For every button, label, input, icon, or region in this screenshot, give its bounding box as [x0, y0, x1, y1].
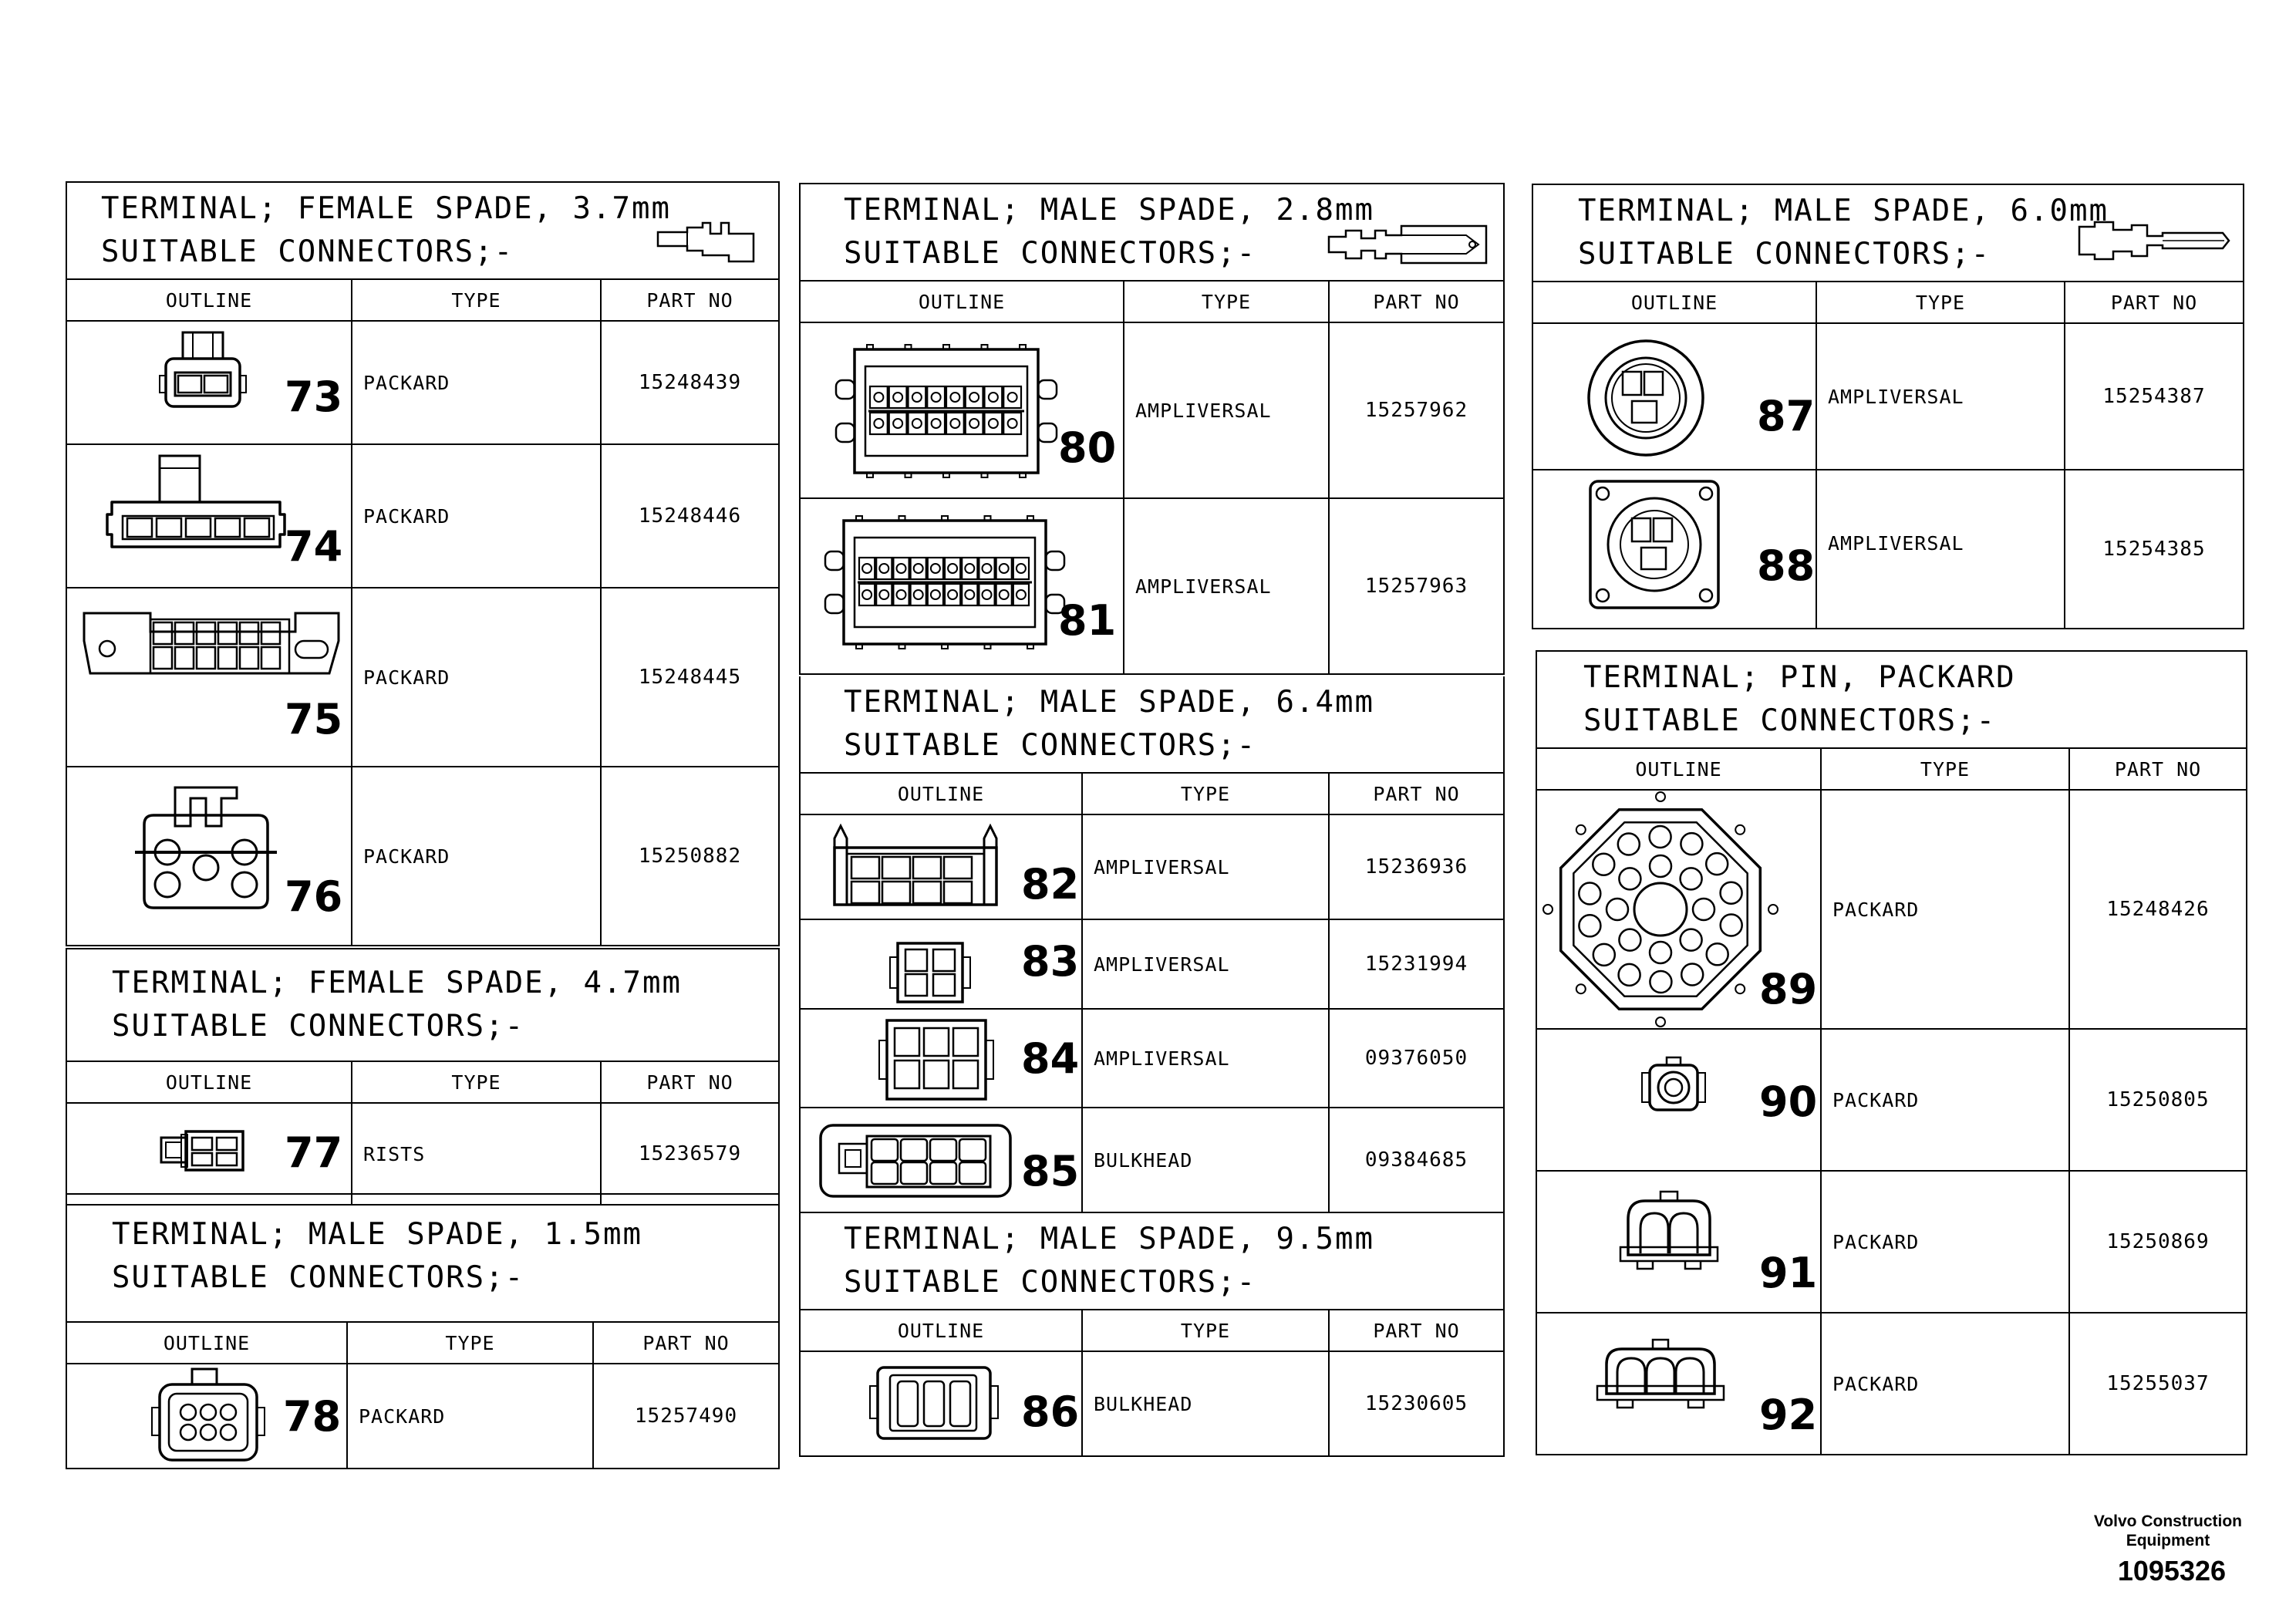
- col-header-part-no: PART NO: [601, 1061, 779, 1103]
- connector-number: 83: [1021, 937, 1080, 986]
- table-row: [800, 498, 1504, 674]
- connector-number: 86: [1021, 1388, 1080, 1436]
- section-title: TERMINAL; MALE SPADE, 6.4mm: [844, 685, 1374, 720]
- section-subtitle: SUITABLE CONNECTORS;-: [101, 234, 514, 269]
- section-title: TERMINAL; MALE SPADE, 1.5mm: [112, 1217, 642, 1252]
- drawing-number: 1095326: [2117, 1555, 2227, 1587]
- col-header-outline: OUTLINE: [1536, 748, 1821, 790]
- connector-number: 80: [1058, 423, 1117, 472]
- section-title: TERMINAL; MALE SPADE, 9.5mm: [844, 1222, 1374, 1256]
- connector-outline-83: [800, 919, 1082, 1009]
- section-header: [1532, 184, 2244, 282]
- connector-number: 91: [1759, 1249, 1818, 1297]
- connector-type: PACKARD: [1821, 1029, 2069, 1171]
- table-row: [1536, 1029, 2247, 1171]
- col-header-outline: OUTLINE: [66, 279, 352, 321]
- connector-outline-77: [66, 1103, 352, 1205]
- connector-outline-78: [66, 1364, 347, 1469]
- table-row: [1536, 1313, 2247, 1455]
- connector-number: 88: [1757, 541, 1816, 590]
- section-subtitle: SUITABLE CONNECTORS;-: [844, 1265, 1257, 1300]
- part-number: 15257490: [593, 1364, 779, 1469]
- table-row: [66, 588, 779, 767]
- col-header-type: TYPE: [352, 279, 601, 321]
- part-number: 09384685: [1329, 1108, 1504, 1212]
- part-number: 15250882: [601, 767, 779, 946]
- section-header: [800, 1213, 1504, 1310]
- connector-type: PACKARD: [1821, 1171, 2069, 1313]
- part-number: 15254387: [2065, 323, 2244, 470]
- table-row: [800, 919, 1504, 1009]
- table-row: [1532, 323, 2244, 470]
- part-number: 15230605: [1329, 1351, 1504, 1456]
- table-female-spade-3-7: [66, 181, 780, 946]
- connector-number: 74: [285, 522, 343, 571]
- company-name-line1: Volvo Construction: [2093, 1512, 2242, 1530]
- connector-outline-92: [1536, 1313, 1821, 1455]
- col-header-type: TYPE: [1082, 773, 1329, 814]
- connector-number: 81: [1058, 596, 1117, 645]
- table-male-spade-6-4: [799, 676, 1505, 1213]
- col-header-outline: OUTLINE: [800, 1310, 1082, 1351]
- section-header: [66, 949, 779, 1061]
- section-header: [800, 676, 1504, 773]
- col-header-type: TYPE: [1082, 1310, 1329, 1351]
- connector-outline-88: [1532, 470, 1816, 629]
- connector-type: AMPLIVERSAL: [1082, 1009, 1329, 1108]
- table-row: [800, 322, 1504, 498]
- col-header-type: TYPE: [347, 1322, 593, 1364]
- connector-80-drawing: [801, 323, 1124, 499]
- section-title: TERMINAL; MALE SPADE, 2.8mm: [844, 193, 1374, 228]
- connector-number: 92: [1759, 1391, 1818, 1439]
- section-header: [66, 1194, 779, 1322]
- connector-outline-90: [1536, 1029, 1821, 1171]
- col-header-type: TYPE: [352, 1061, 601, 1103]
- part-number: 15257962: [1329, 322, 1504, 498]
- connector-number: 76: [285, 872, 343, 921]
- col-header-type: TYPE: [1821, 748, 2069, 790]
- part-number: 09376050: [1329, 1009, 1504, 1108]
- col-header-type: TYPE: [1124, 281, 1329, 322]
- section-title: TERMINAL; PIN, PACKARD: [1583, 660, 2016, 695]
- connector-number: 85: [1021, 1147, 1080, 1195]
- connector-outline-80: [800, 322, 1124, 498]
- part-number: 15257963: [1329, 498, 1504, 674]
- connector-outline-91: [1536, 1171, 1821, 1313]
- table-male-spade-6-0: [1532, 184, 2244, 629]
- connector-type: PACKARD: [1821, 790, 2069, 1029]
- part-number: 15250805: [2069, 1029, 2247, 1171]
- connector-outline-82: [800, 814, 1082, 919]
- table-row: [66, 321, 779, 444]
- connector-type: BULKHEAD: [1082, 1351, 1329, 1456]
- col-header-part-no: PART NO: [601, 279, 779, 321]
- connector-number: 82: [1021, 860, 1080, 909]
- section-subtitle: SUITABLE CONNECTORS;-: [844, 728, 1257, 763]
- table-row: [66, 444, 779, 588]
- table-row: [1536, 1171, 2247, 1313]
- company-name-line2: Equipment: [2126, 1532, 2210, 1549]
- connector-outline-73: [66, 321, 352, 444]
- connector-type: PACKARD: [352, 321, 601, 444]
- title-block: [2094, 1512, 2242, 1587]
- part-number: 15248439: [601, 321, 779, 444]
- table-male-spade-9-5: [799, 1213, 1505, 1457]
- section-subtitle: SUITABLE CONNECTORS;-: [112, 1009, 525, 1044]
- table-row: [66, 1364, 779, 1469]
- connector-number: 78: [283, 1392, 342, 1441]
- connector-81-drawing: [801, 499, 1124, 675]
- connector-number: 87: [1757, 392, 1816, 440]
- part-number: 15248445: [601, 588, 779, 767]
- connector-number: 89: [1759, 965, 1818, 1013]
- table-male-spade-2-8: [799, 183, 1505, 675]
- table-male-spade-1-5: [66, 1193, 780, 1469]
- col-header-outline: OUTLINE: [1532, 282, 1816, 323]
- part-number: 15254385: [2065, 470, 2244, 629]
- col-header-part-no: PART NO: [593, 1322, 779, 1364]
- section-subtitle: SUITABLE CONNECTORS;-: [844, 236, 1257, 271]
- section-subtitle: SUITABLE CONNECTORS;-: [1578, 237, 1991, 271]
- col-header-outline: OUTLINE: [800, 773, 1082, 814]
- table-female-spade-4-7: [66, 948, 780, 1206]
- table-row: [800, 814, 1504, 919]
- section-title: TERMINAL; MALE SPADE, 6.0mm: [1578, 194, 2109, 228]
- table-pin-packard: [1536, 650, 2247, 1455]
- connector-outline-81: [800, 498, 1124, 674]
- table-row: [66, 767, 779, 946]
- connector-type: PACKARD: [347, 1364, 593, 1469]
- table-row: [1536, 790, 2247, 1029]
- connector-type: AMPLIVERSAL: [1082, 919, 1329, 1009]
- part-number: 15255037: [2069, 1313, 2247, 1455]
- section-subtitle: SUITABLE CONNECTORS;-: [112, 1260, 525, 1295]
- connector-outline-89: [1536, 790, 1821, 1029]
- part-number: 15248446: [601, 444, 779, 588]
- connector-type: AMPLIVERSAL: [1816, 470, 2065, 629]
- col-header-part-no: PART NO: [1329, 281, 1504, 322]
- table-row: [800, 1108, 1504, 1212]
- connector-type: PACKARD: [352, 444, 601, 588]
- table-row: [1532, 470, 2244, 629]
- section-subtitle: SUITABLE CONNECTORS;-: [1583, 703, 1997, 738]
- connector-type: AMPLIVERSAL: [1082, 814, 1329, 919]
- section-title: TERMINAL; FEMALE SPADE, 4.7mm: [112, 966, 682, 1000]
- table-row: [800, 1009, 1504, 1108]
- col-header-outline: OUTLINE: [800, 281, 1124, 322]
- connector-type: PACKARD: [1821, 1313, 2069, 1455]
- female-spade-terminal-icon: [656, 211, 757, 272]
- male-spade-terminal-icon: [1327, 223, 1489, 269]
- connector-type: AMPLIVERSAL: [1816, 323, 2065, 470]
- connector-number: 90: [1759, 1077, 1818, 1126]
- connector-number: 77: [285, 1128, 343, 1177]
- connector-outline-84: [800, 1009, 1082, 1108]
- col-header-type: TYPE: [1816, 282, 2065, 323]
- connector-type: AMPLIVERSAL: [1124, 498, 1329, 674]
- table-row: [66, 1103, 779, 1205]
- connector-number: 75: [285, 695, 343, 744]
- part-number: 15231994: [1329, 919, 1504, 1009]
- part-number: 15236579: [601, 1103, 779, 1205]
- part-number: 15236936: [1329, 814, 1504, 919]
- col-header-part-no: PART NO: [2065, 282, 2244, 323]
- section-header: [1536, 651, 2247, 748]
- connector-outline-76: [66, 767, 352, 946]
- part-number: 15250869: [2069, 1171, 2247, 1313]
- col-header-part-no: PART NO: [2069, 748, 2247, 790]
- col-header-part-no: PART NO: [1329, 1310, 1504, 1351]
- col-header-part-no: PART NO: [1329, 773, 1504, 814]
- connector-type: PACKARD: [352, 767, 601, 946]
- part-number: 15248426: [2069, 790, 2247, 1029]
- connector-number: 84: [1021, 1034, 1080, 1083]
- connector-outline-85: [800, 1108, 1082, 1212]
- connector-outline-86: [800, 1351, 1082, 1456]
- section-title: TERMINAL; FEMALE SPADE, 3.7mm: [101, 191, 671, 226]
- connector-outline-87: [1532, 323, 1816, 470]
- table-row: [800, 1351, 1504, 1456]
- connector-type: PACKARD: [352, 588, 601, 767]
- col-header-outline: OUTLINE: [66, 1322, 347, 1364]
- male-spade-6mm-terminal-icon: [2078, 219, 2232, 265]
- connector-type: RISTS: [352, 1103, 601, 1205]
- section-header: [66, 182, 779, 279]
- section-header: [800, 184, 1504, 281]
- connector-outline-75: [66, 588, 352, 767]
- connector-outline-74: [66, 444, 352, 588]
- col-header-outline: OUTLINE: [66, 1061, 352, 1103]
- connector-type: BULKHEAD: [1082, 1108, 1329, 1212]
- connector-number: 73: [285, 373, 343, 421]
- connector-type: AMPLIVERSAL: [1124, 322, 1329, 498]
